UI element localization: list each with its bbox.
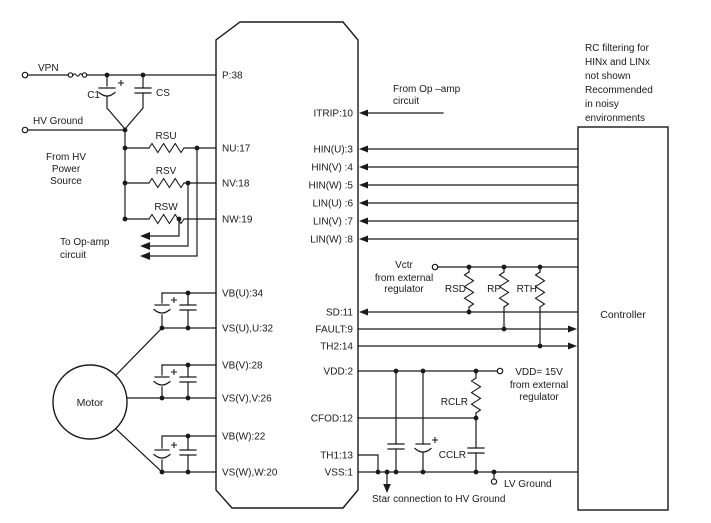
hin-v-arrow-icon — [359, 164, 368, 171]
plus-icon — [171, 442, 177, 448]
hin-w-arrow-icon — [359, 182, 368, 189]
pin-vbu34: VB(U):34 — [222, 288, 264, 300]
svg-text:circuit: circuit — [393, 96, 420, 107]
svg-text:Recommended: Recommended — [585, 85, 653, 96]
star-ground-note: Star connection to HV Ground — [372, 494, 506, 505]
th1-wire — [358, 455, 378, 472]
ic-left-pin-labels — [222, 71, 278, 479]
pin-hinv4: HIN(V) :4 — [311, 162, 353, 174]
to-opamp-arrow-icon — [140, 232, 150, 240]
fault-arrow-icon — [568, 326, 577, 333]
svg-text:in noisy: in noisy — [585, 99, 619, 110]
cclr-label: CCLR — [438, 450, 466, 461]
lin-v-arrow-icon — [359, 218, 368, 225]
from-opamp-note — [393, 84, 461, 107]
pin-sd11: SD:11 — [325, 307, 353, 319]
vdd-decoupling-cap-flat — [388, 371, 404, 472]
rc-filtering-note — [585, 43, 653, 124]
svg-text:regulator: regulator — [519, 392, 559, 403]
motor-section — [53, 328, 162, 472]
rclr-label: RCLR — [440, 397, 468, 408]
rsu-resistor — [125, 144, 216, 153]
to-opamp-arrow-icon — [140, 252, 150, 260]
svg-text:HINx and LINx: HINx and LINx — [585, 57, 651, 68]
rsw-resistor — [125, 215, 216, 224]
rp-resistor — [500, 267, 509, 329]
th2-arrow-icon — [568, 343, 577, 350]
inline-connector-icon — [68, 73, 72, 77]
pin-vbv28: VB(V):28 — [222, 360, 263, 372]
rth-label: RTH — [516, 284, 537, 295]
pin-nv18: NV:18 — [222, 178, 250, 190]
vdd-section — [388, 367, 568, 472]
vctr-pullup-section — [375, 260, 578, 346]
motor-phase-u-wire — [116, 328, 162, 375]
svg-text:from external: from external — [374, 273, 434, 284]
lv-ground-terminal-circle — [491, 479, 496, 484]
svg-text:Power: Power — [51, 164, 81, 175]
hin-u-arrow-icon — [359, 146, 368, 153]
svg-text:from external: from external — [509, 380, 569, 391]
pin-linw8: LIN(W) :8 — [310, 234, 353, 246]
rsv-label: RSV — [155, 166, 177, 177]
vpn-terminal-circle — [22, 72, 27, 77]
plus-icon — [432, 437, 438, 443]
bootstrap-caps-phase-w — [154, 436, 216, 472]
pin-nw19: NW:19 — [222, 214, 253, 226]
c1-plus-icon — [118, 80, 124, 86]
vctr-terminal-circle — [432, 264, 437, 269]
from-hv-note — [46, 152, 86, 187]
controller-block — [578, 127, 668, 510]
svg-text:environments: environments — [585, 113, 646, 124]
controller-label: Controller — [600, 309, 646, 321]
vdd-decoupling-cap-electrolytic — [415, 371, 438, 472]
pin-th214: TH2:14 — [320, 341, 353, 353]
svg-text:RC filtering for: RC filtering for — [585, 43, 649, 54]
bootstrap-caps-phase-u — [154, 293, 216, 328]
lin-u-arrow-icon — [359, 200, 368, 207]
pin-hinu3: HIN(U):3 — [313, 144, 353, 156]
c1-capacitor — [99, 75, 125, 129]
rclr-resistor — [472, 371, 481, 418]
inline-connector-icon-2 — [82, 73, 86, 77]
vctr-note — [375, 260, 433, 295]
to-opamp-note — [60, 237, 110, 261]
to-opamp-arrow-icon — [140, 242, 150, 250]
svg-text:not shown: not shown — [585, 71, 631, 82]
pin-vsw20: VS(W),W:20 — [222, 467, 278, 479]
cs-label: CS — [156, 88, 170, 99]
c1-label: C1 — [87, 90, 100, 101]
svg-text:From Op –amp: From Op –amp — [393, 84, 461, 95]
cclr-capacitor — [468, 418, 484, 472]
pin-vsv26: VS(V),V:26 — [222, 393, 272, 405]
itrip-arrow-icon — [359, 110, 368, 117]
pin-cfod12: CFOD:12 — [310, 413, 353, 425]
vdd-terminal-circle — [497, 368, 502, 373]
pin-vbw22: VB(W):22 — [222, 431, 266, 443]
rsd-label: RSD — [444, 284, 466, 295]
motor-label: Motor — [76, 397, 104, 409]
svg-text:To Op-amp: To Op-amp — [60, 237, 110, 248]
svg-text:circuit: circuit — [60, 250, 87, 261]
hv-input-section — [22, 63, 216, 261]
ground-section — [372, 472, 552, 505]
pin-hinw5: HIN(W) :5 — [308, 180, 353, 192]
rsv-resistor — [125, 179, 216, 188]
pin-linv7: LIN(V) :7 — [312, 216, 353, 228]
pin-fault9: FAULT:9 — [315, 324, 353, 336]
svg-text:VDD= 15V: VDD= 15V — [515, 367, 563, 378]
ic-right-pin-labels — [309, 109, 354, 479]
pin-th113: TH1:13 — [320, 450, 353, 462]
rp-label: RP — [487, 284, 501, 295]
sd-arrow-icon — [359, 309, 368, 316]
pin-vsu32: VS(U),U:32 — [222, 323, 274, 335]
pin-vdd2: VDD:2 — [323, 366, 353, 378]
hv-ground-label: HV Ground — [33, 116, 84, 127]
rsu-label: RSU — [155, 131, 177, 142]
vpn-label: VPN — [38, 63, 59, 74]
lin-w-arrow-icon — [359, 236, 368, 243]
rth-resistor — [536, 267, 545, 346]
svg-text:regulator: regulator — [384, 284, 424, 295]
hin-lin-wires — [359, 146, 578, 243]
pin-itrip10: ITRIP:10 — [313, 108, 353, 120]
pin-linu6: LIN(U) :6 — [312, 198, 353, 210]
pin-nu17: NU:17 — [222, 143, 251, 155]
inline-connector-squiggle — [73, 74, 82, 76]
lv-ground-label: LV Ground — [504, 479, 552, 490]
cs-capacitor — [125, 75, 151, 129]
vdd-note — [510, 367, 568, 403]
pin-vss1: VSS:1 — [324, 467, 353, 479]
plus-icon — [171, 297, 177, 303]
svg-text:From HV: From HV — [46, 152, 86, 163]
svg-text:Source: Source — [50, 176, 82, 187]
gate-driver-ic — [216, 22, 358, 508]
bootstrap-caps-phase-v — [154, 365, 216, 398]
hv-ground-terminal-circle — [22, 127, 27, 132]
pin-p38: P:38 — [222, 70, 243, 82]
plus-icon — [171, 369, 177, 375]
star-ground-arrow-icon — [383, 484, 391, 493]
svg-text:Vctr: Vctr — [395, 260, 413, 271]
rsw-label: RSW — [154, 202, 178, 213]
